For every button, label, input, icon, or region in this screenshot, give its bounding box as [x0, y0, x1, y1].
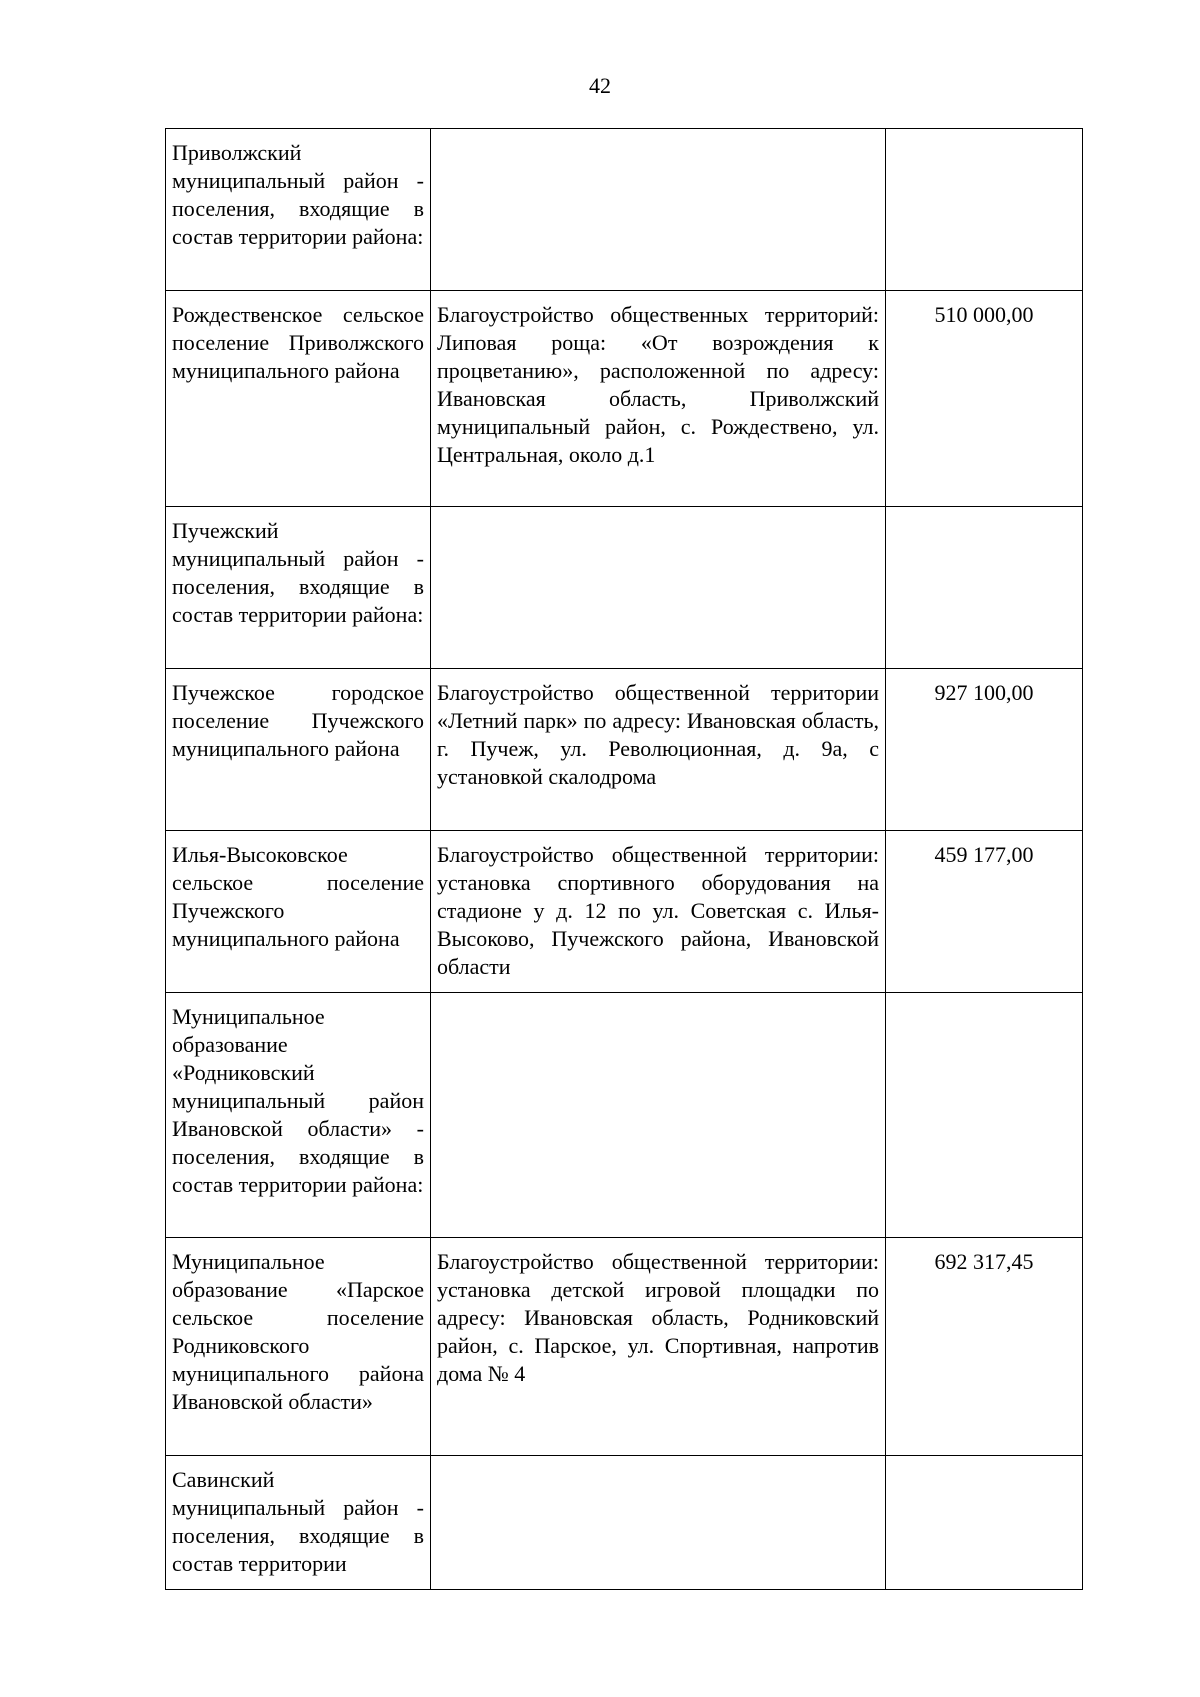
- amount-cell: 692 317,45: [886, 1238, 1083, 1456]
- municipality-cell: Приволжский муниципальный район - поселения, входящие в состав территории района:: [166, 129, 431, 291]
- table-row: [166, 1456, 1083, 1590]
- municipality-cell: Илья-Высоковское сельское поселение Пучежского муниципального района: [166, 831, 431, 993]
- table-row: [166, 1238, 1083, 1456]
- amount-cell: 459 177,00: [886, 831, 1083, 993]
- amount-cell: [886, 1456, 1083, 1590]
- municipality-cell: Пучежский муниципальный район - поселения, входящие в состав территории района:: [166, 507, 431, 669]
- table-row: [166, 291, 1083, 507]
- description-cell: Благоустройство общественной территории: установка спортивного оборудования на стадионе у д. 12 по ул. Советская с. Илья-Высоково, Пучежского района, Ивановской области: [431, 831, 886, 993]
- municipality-cell: Муниципальное образование «Родниковский муниципальный район Ивановской области» - поселения, входящие в состав территории района:: [166, 993, 431, 1238]
- amount-cell: 927 100,00: [886, 669, 1083, 831]
- page-number: 42: [589, 73, 611, 98]
- description-cell: Благоустройство общественных территорий: Липовая роща: «От возрождения к процветанию», расположенной по адресу: Ивановская область, Приволжский муниципальный район, с. Рождествено, ул. Центральная, около д.1: [431, 291, 886, 507]
- table-row: [166, 669, 1083, 831]
- description-cell: [431, 993, 886, 1238]
- description-cell: [431, 1456, 886, 1590]
- table-row: [166, 129, 1083, 291]
- table-row: [166, 993, 1083, 1238]
- description-cell: Благоустройство общественной территории «Летний парк» по адресу: Ивановская область, г. Пучеж, ул. Революционная, д. 9а, с установкой скалодрома: [431, 669, 886, 831]
- description-cell: [431, 129, 886, 291]
- municipality-cell: Пучежское городское поселение Пучежского муниципального района: [166, 669, 431, 831]
- municipality-cell: Савинский муниципальный район - поселения, входящие в состав территории: [166, 1456, 431, 1590]
- table-row: [166, 507, 1083, 669]
- amount-cell: [886, 129, 1083, 291]
- amount-cell: [886, 507, 1083, 669]
- amount-cell: 510 000,00: [886, 291, 1083, 507]
- description-cell: [431, 507, 886, 669]
- amount-cell: [886, 993, 1083, 1238]
- municipality-cell: Рождественское сельское поселение Приволжского муниципального района: [166, 291, 431, 507]
- allocation-table: [165, 128, 1083, 1590]
- table-row: [166, 831, 1083, 993]
- municipality-cell: Муниципальное образование «Парское сельское поселение Родниковского муниципального района Ивановской области»: [166, 1238, 431, 1456]
- description-cell: Благоустройство общественной территории: установка детской игровой площадки по адресу: Ивановская область, Родниковский район, с. Парское, ул. Спортивная, напротив дома № 4: [431, 1238, 886, 1456]
